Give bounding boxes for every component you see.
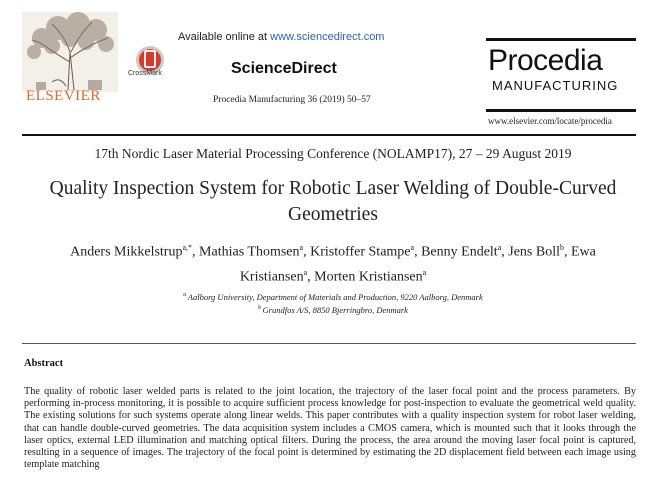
affiliation-text: Grundfos A/S, 8850 Bjerringbro, Denmark — [262, 304, 408, 315]
header-rule — [22, 134, 636, 136]
affiliation-line — [40, 290, 626, 303]
elsevier-wordmark: ELSEVIER — [26, 88, 101, 104]
crossmark-icon[interactable] — [126, 36, 174, 88]
journal-reference: Procedia Manufacturing 36 (2019) 50–57 — [213, 95, 371, 105]
affiliation-text: Aalborg University, Department of Materials and Production, 9220 Aalborg, Denmark — [187, 291, 483, 302]
sciencedirect-link[interactable]: www.sciencedirect.com — [270, 31, 385, 43]
author-affiliation-marker: a — [422, 267, 427, 277]
author-name: Ewa Kristiansen — [239, 244, 596, 285]
author-affiliation-marker: a — [497, 243, 502, 252]
author-name: Kristoffer Stampe — [310, 244, 411, 260]
author-name: Anders Mikkelstrup — [70, 244, 183, 260]
author-affiliation-marker: a — [303, 267, 308, 277]
author-name: Morten Kristiansen — [314, 269, 423, 285]
author-affiliation-marker: a — [410, 243, 415, 252]
paper-title: Quality Inspection System for Robotic Laser Welding of Double-Curved Geometries — [49, 178, 617, 225]
available-prefix: Available online at — [178, 31, 268, 43]
affiliation-list — [40, 290, 626, 316]
abstract-rule — [22, 343, 636, 344]
affiliation-marker: a — [183, 292, 188, 298]
author-affiliation-marker: b — [560, 243, 564, 252]
conference-line: 17th Nordic Laser Material Processing Conference (NOLAMP17), 27 – 29 August 2019 — [94, 146, 572, 161]
author-name: Jens Boll — [508, 244, 560, 260]
author-name: Mathias Thomsen — [199, 244, 300, 260]
crossmark-label: CrossMark — [128, 70, 162, 77]
procedia-url[interactable]: www.elsevier.com/locate/procedia — [488, 116, 612, 126]
affiliation-line — [40, 303, 626, 316]
abstract-text: The quality of robotic laser welded parts is related to the joint location, the trajectory of the laser focal point and the process parameters. By performing in-process monitoring, it is possible to acquire sufficient process knowledge for post-inspection to evaluate the geometrical weld quality. The existing solutions for such systems operate along linear welds. This paper contributes with a quality inspection system for robot laser welding, that can handle double-curved geometries. The data acquisition system includes a CMOS camera, which is mounted such that it looks through the laser optics, external LED illumination and matching optical filters. During the process, the area around the moving laser focal point is captured, resulting in a sequence of images. The trajectory of the focal point is determined by estimating the 2D displacement field between each image using template matching — [24, 386, 636, 471]
sciencedirect-wordmark: ScienceDirect — [231, 60, 337, 77]
author-name: Benny Endelt — [421, 244, 498, 260]
affiliation-marker: b — [258, 304, 263, 311]
available-online-line — [178, 31, 384, 43]
procedia-subtitle: MANUFACTURING — [492, 78, 619, 93]
author-affiliation-marker: a,* — [182, 243, 193, 252]
procedia-title: Procedia — [488, 44, 603, 77]
author-list: Anders Mikkelstrup$^{a,*}$, Mathias Thomsen$^a$, Kristoffer Stampe$^a$, Benny Endelt$^a$, Jens Boll$^b$, Ewa Kristiansen$^a$, Morten Kristiansen$^a$ — [70, 243, 596, 285]
abstract-heading: Abstract — [24, 358, 64, 369]
author-affiliation-marker: a — [299, 243, 304, 252]
